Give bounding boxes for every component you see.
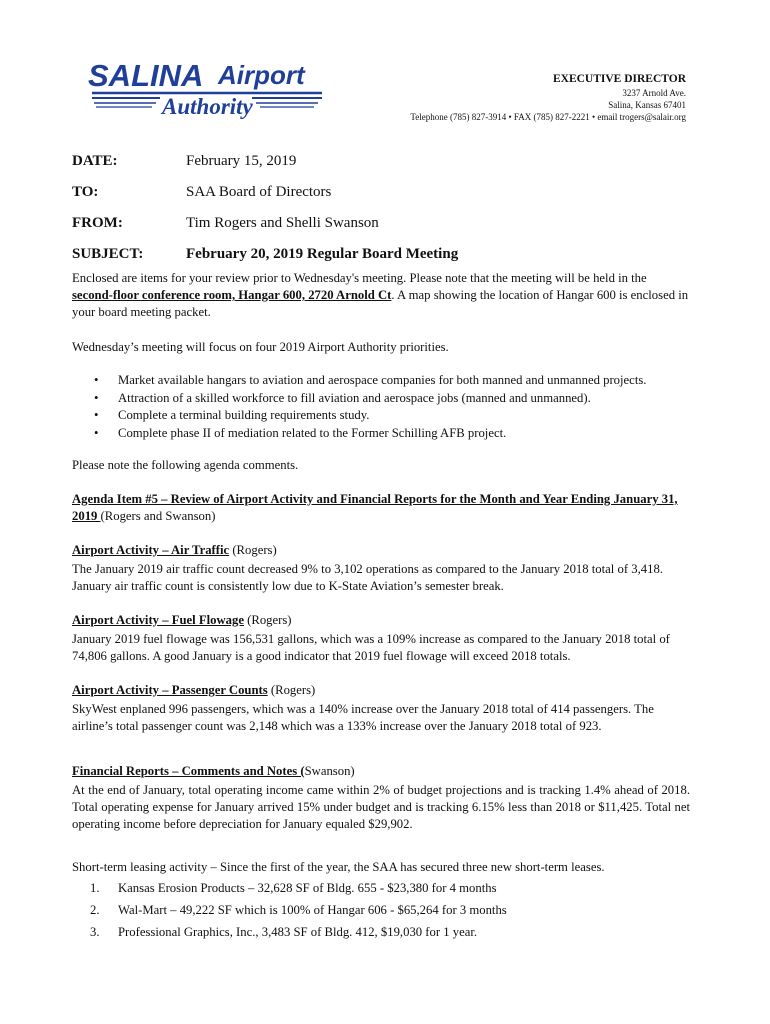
financial-reports-text: At the end of January, total operating income came within 2% of budget projections and is tracking 1.4% ahead of 2018. Total operating expense for January arrived 15% under budget and is tracking 6.15% less than 2018 or $11,425. Total net operating income before depreciation for January equaled $29,902. xyxy=(72,783,690,831)
agenda-item-5-heading: Agenda Item #5 – Review of Airport Activity and Financial Reports for the Month and Year Ending January 31, 2019 (Rogers and Swanson) xyxy=(72,492,678,523)
list-item: • Market available hangars to aviation and aerospace companies for both manned and unmanned projects. xyxy=(94,373,647,387)
intro-paragraph xyxy=(72,270,690,321)
memo-row-date xyxy=(72,146,692,177)
executive-title: EXECUTIVE DIRECTOR xyxy=(552,73,686,85)
memo-row-from xyxy=(72,208,692,239)
fuel-flowage-text: January 2019 fuel flowage was 156,531 gallons, which was a 109% increase as compared to the January 2018 total of 74,806 gallons. A good January is a good indicator that 2019 fuel flowage will exceed 2018 totals. xyxy=(72,632,670,663)
priorities-intro: Wednesday’s meeting will focus on four 2019 Airport Authority priorities. xyxy=(72,340,449,354)
salina-airport-authority-logo xyxy=(86,56,326,122)
from-label: FROM: xyxy=(72,215,123,231)
subject-label: SUBJECT: xyxy=(72,246,144,262)
from-value: Tim Rogers and Shelli Swanson xyxy=(186,215,379,231)
executive-address-line1: 3237 Arnold Ave. xyxy=(622,88,686,98)
memo-header xyxy=(72,146,692,270)
list-item: 2. Wal-Mart – 49,222 SF which is 100% of Hangar 606 - $65,264 for 3 months xyxy=(90,903,507,917)
priorities-list xyxy=(72,372,690,442)
short-term-leasing-intro: Short-term leasing activity – Since the first of the year, the SAA has secured three new short-term leases. xyxy=(72,860,605,874)
list-item: • Complete a terminal building requirements study. xyxy=(94,408,370,422)
list-item: • Complete phase II of mediation related to the Former Schilling AFB project. xyxy=(94,425,507,440)
agenda-comments-intro: Please note the following agenda comments. xyxy=(72,458,299,472)
memo-row-to xyxy=(72,177,692,208)
executive-contact-line: Telephone (785) 827-3914 • FAX (785) 827-2221 • email trogers@salair.org xyxy=(410,112,686,122)
passenger-counts-heading: Airport Activity – Passenger Counts (Rogers) xyxy=(72,683,316,697)
list-item: 3. Professional Graphics, Inc., 3,483 SF of Bldg. 412, $19,030 for 1 year. xyxy=(90,925,478,939)
air-traffic-text: The January 2019 air traffic count decreased 9% to 3,102 operations as compared to the January 2018 total of 3,418. January air traffic count is consistently low due to K-State Aviation’s semester break. xyxy=(72,562,663,593)
date-value: February 15, 2019 xyxy=(186,153,297,169)
date-label: DATE: xyxy=(72,153,118,169)
executive-director-header xyxy=(410,72,686,123)
logo-graphic xyxy=(86,56,326,122)
logo-word-salina: SALINA xyxy=(88,58,204,93)
air-traffic-heading: Airport Activity – Air Traffic (Rogers) xyxy=(72,543,277,557)
leases-list xyxy=(72,880,690,946)
intro-text-b: . A map showing the location of Hangar 600 is enclosed in your board meeting packet. xyxy=(72,288,689,319)
intro-text-a: Enclosed are items for your review prior to Wednesday's meeting. Please note that the meeting will be held in the xyxy=(72,271,647,285)
list-item: • Attraction of a skilled workforce to fill aviation and aerospace jobs (manned and unmanned). xyxy=(94,390,591,405)
meeting-location: second-floor conference room, Hangar 600, 2720 Arnold Ct xyxy=(72,288,392,302)
logo-word-authority: Authority xyxy=(162,94,253,119)
to-value: SAA Board of Directors xyxy=(186,184,332,200)
memo-body xyxy=(72,270,690,946)
list-item: 1. Kansas Erosion Products – 32,628 SF of Bldg. 655 - $23,380 for 4 months xyxy=(90,881,497,895)
memo-row-subject xyxy=(72,239,692,270)
fuel-flowage-heading: Airport Activity – Fuel Flowage (Rogers) xyxy=(72,613,292,627)
logo-word-airport: Airport xyxy=(218,60,305,90)
executive-address-line2: Salina, Kansas 67401 xyxy=(608,100,686,110)
passenger-counts-text: SkyWest enplaned 996 passengers, which was a 140% increase over the January 2018 total of 414 passengers. The airline’s total passenger count was 2,148 which was a 133% increase over the January 2018 total of 923. xyxy=(72,702,654,733)
to-label: TO: xyxy=(72,184,99,200)
subject-value: February 20, 2019 Regular Board Meeting xyxy=(186,246,459,262)
financial-reports-heading: Financial Reports – Comments and Notes (Swanson) xyxy=(72,764,355,778)
